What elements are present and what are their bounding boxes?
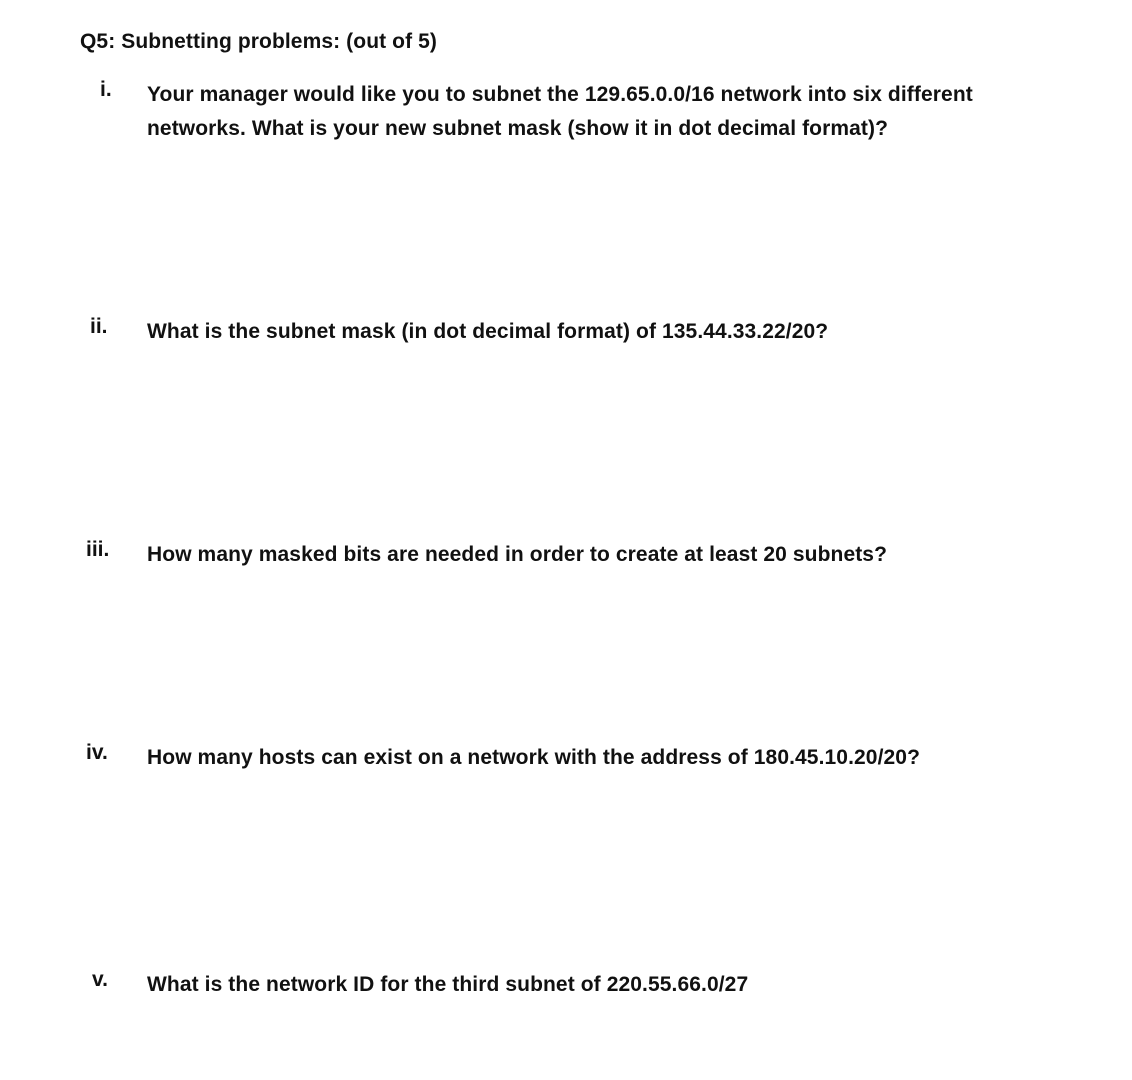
question-number: iii. xyxy=(86,538,110,561)
question-text: How many masked bits are needed in order to create at least 20 subnets? xyxy=(147,543,888,566)
question-text: What is the network ID for the third subnet of 220.55.66.0/27 xyxy=(147,973,749,996)
question-text: What is the subnet mask (in dot decimal format) of 135.44.33.22/20? xyxy=(147,320,829,343)
question-number: v. xyxy=(92,968,108,991)
question-text: Your manager would like you to subnet the 129.65.0.0/16 network into six different networks. What is your new subnet mask (show it in dot decimal format)? xyxy=(147,83,973,140)
question-number: iv. xyxy=(86,741,108,764)
question-number: i. xyxy=(100,78,112,101)
question-number: ii. xyxy=(90,315,108,338)
question-heading: Q5: Subnetting problems: (out of 5) xyxy=(80,30,437,53)
question-text: How many hosts can exist on a network with the address of 180.45.10.20/20? xyxy=(147,746,920,769)
